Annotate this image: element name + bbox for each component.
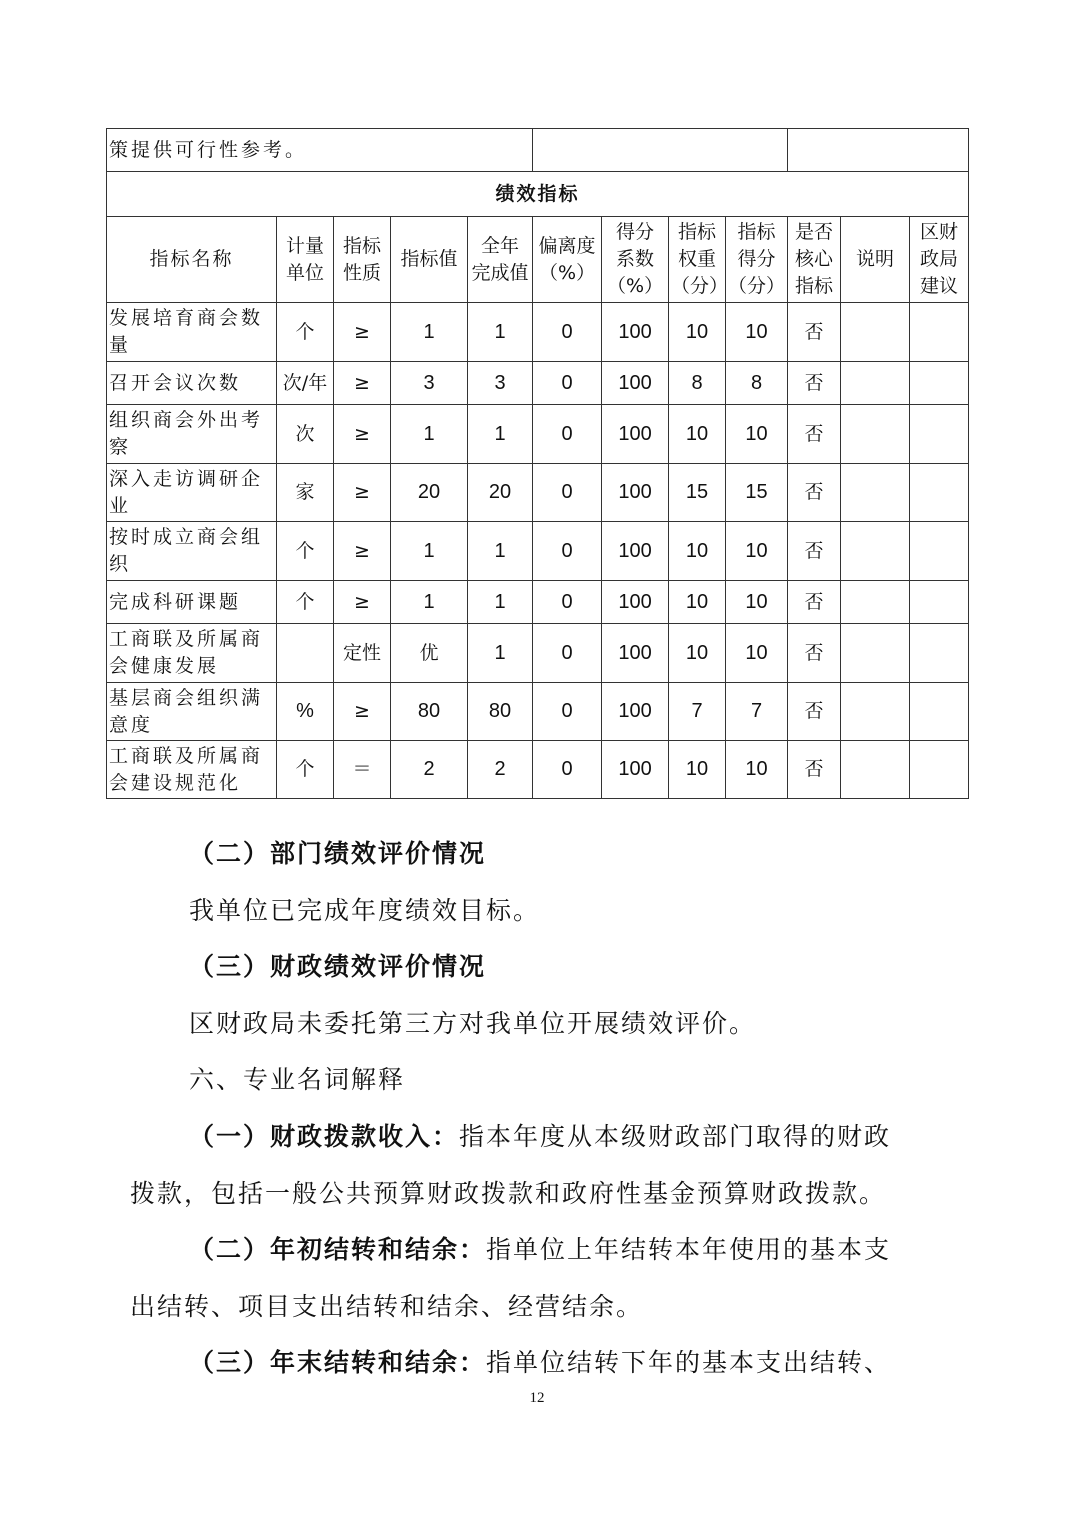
table-cell: 次/年 (277, 362, 334, 405)
table-cell: 20 (468, 464, 533, 522)
table-row (107, 624, 969, 683)
table-cell: 100 (602, 405, 669, 464)
fin-eval-text: 区财政局未委托第三方对我单位开展绩效评价。 (189, 1009, 757, 1038)
table-cell: 否 (788, 624, 841, 683)
table-cell: 个 (277, 581, 334, 624)
top-row-text: 策提供可行性参考。 (107, 129, 533, 172)
table-cell: 否 (788, 464, 841, 522)
indicator-name-cell: 工商联及所属商 会健康发展 (107, 624, 277, 683)
performance-indicator-table (106, 128, 969, 799)
term1-label: （一）财政拨款收入： (189, 1122, 460, 1151)
table-cell: 100 (602, 683, 669, 741)
top-row-empty-cell (788, 129, 969, 172)
table-cell: 100 (602, 741, 669, 799)
table-cell: 否 (788, 581, 841, 624)
table-cell: 1 (468, 405, 533, 464)
table-cell: 1 (468, 522, 533, 581)
table-cell: 个 (277, 303, 334, 362)
table-cell: 否 (788, 683, 841, 741)
table-cell: 1 (391, 405, 468, 464)
top-row-empty-cell (533, 129, 788, 172)
table-cell (841, 581, 910, 624)
table-cell (841, 362, 910, 405)
table-cell: 10 (669, 741, 726, 799)
table-cell: 个 (277, 522, 334, 581)
table-cell: 0 (533, 362, 602, 405)
table-cell: 2 (391, 741, 468, 799)
table-top-row (107, 129, 969, 172)
table-cell (910, 741, 969, 799)
column-header: 得分 系数 （%） (602, 217, 669, 303)
table-cell: 10 (726, 741, 788, 799)
indicator-name-cell: 完成科研课题 (107, 581, 277, 624)
table-cell (910, 683, 969, 741)
section-title: 绩效指标 (107, 172, 969, 217)
table-cell: 0 (533, 464, 602, 522)
table-cell (910, 362, 969, 405)
table-cell: 次 (277, 405, 334, 464)
table-cell: 100 (602, 362, 669, 405)
indicator-name-cell: 按时成立商会组 织 (107, 522, 277, 581)
term2-line2: 出结转、项目支出结转和结余、经营结余。 (130, 1292, 644, 1321)
table-cell: 10 (726, 303, 788, 362)
term1-line2: 拨款，包括一般公共预算财政拨款和政府性基金预算财政拨款。 (130, 1179, 887, 1208)
dept-eval-heading: （二）部门绩效评价情况 (189, 839, 487, 868)
table-cell: 否 (788, 405, 841, 464)
indicator-name-cell: 深入走访调研企 业 (107, 464, 277, 522)
table-cell (841, 303, 910, 362)
table-row (107, 464, 969, 522)
table-cell: 1 (391, 581, 468, 624)
table-row (107, 522, 969, 581)
table-cell: 个 (277, 741, 334, 799)
table-cell: 80 (468, 683, 533, 741)
term3-line1 (189, 1345, 891, 1381)
table-cell: 100 (602, 581, 669, 624)
table-cell: 0 (533, 624, 602, 683)
table-cell (277, 624, 334, 683)
term1-text: 指本年度从本级财政部门取得的财政 (459, 1122, 892, 1151)
table-cell: 10 (726, 581, 788, 624)
table-cell: ≥ (334, 405, 391, 464)
table-cell (841, 405, 910, 464)
table-cell: ≥ (334, 683, 391, 741)
table-cell: ＝ (334, 741, 391, 799)
column-header: 指标 性质 (334, 217, 391, 303)
indicator-name-cell: 召开会议次数 (107, 362, 277, 405)
table-cell (910, 303, 969, 362)
table-cell: 否 (788, 362, 841, 405)
table-row (107, 405, 969, 464)
table-cell: 否 (788, 522, 841, 581)
table-cell: 100 (602, 303, 669, 362)
table-cell: 0 (533, 522, 602, 581)
table-cell: 100 (602, 522, 669, 581)
glossary-heading: 六、专业名词解释 (189, 1065, 406, 1094)
table-cell: 0 (533, 581, 602, 624)
table-cell (841, 741, 910, 799)
table-cell: 否 (788, 303, 841, 362)
table-cell: 1 (468, 624, 533, 683)
table-cell: 1 (468, 581, 533, 624)
term3-text: 指单位结转下年的基本支出结转、 (486, 1348, 892, 1377)
table-cell: 否 (788, 741, 841, 799)
table-cell: 7 (726, 683, 788, 741)
table-row (107, 362, 969, 405)
column-header: 区财 政局 建议 (910, 217, 969, 303)
column-header: 计量 单位 (277, 217, 334, 303)
table-cell: ≥ (334, 581, 391, 624)
table-cell: ≥ (334, 522, 391, 581)
column-header: 是否 核心 指标 (788, 217, 841, 303)
table-cell: 0 (533, 303, 602, 362)
column-header: 指标 得分 （分） (726, 217, 788, 303)
table-cell: 10 (669, 303, 726, 362)
table-cell: 1 (391, 522, 468, 581)
table-cell: 8 (726, 362, 788, 405)
term3-label: （三）年末结转和结余： (189, 1348, 487, 1377)
indicator-name-cell: 组织商会外出考 察 (107, 405, 277, 464)
column-header: 偏离度 （%） (533, 217, 602, 303)
table-cell: 10 (669, 522, 726, 581)
table-cell (910, 624, 969, 683)
indicator-name-cell: 工商联及所属商 会建设规范化 (107, 741, 277, 799)
table-cell (841, 522, 910, 581)
table-cell: ≥ (334, 303, 391, 362)
table-cell: 100 (602, 624, 669, 683)
table-cell: 10 (726, 405, 788, 464)
table-cell: 定性 (334, 624, 391, 683)
table-cell: 15 (726, 464, 788, 522)
table-row (107, 683, 969, 741)
table-cell (910, 581, 969, 624)
table-section-title-row (107, 172, 969, 217)
table-cell: 0 (533, 405, 602, 464)
table-cell: 100 (602, 464, 669, 522)
table-row (107, 741, 969, 799)
term1-line1 (189, 1119, 891, 1155)
table-cell: 2 (468, 741, 533, 799)
table-cell: 10 (726, 624, 788, 683)
table-cell: 10 (669, 624, 726, 683)
table-cell: 3 (391, 362, 468, 405)
table-cell: 10 (726, 522, 788, 581)
table-cell: 8 (669, 362, 726, 405)
term2-line1 (189, 1232, 891, 1268)
table-cell: 优 (391, 624, 468, 683)
column-header: 指标值 (391, 217, 468, 303)
column-header: 说明 (841, 217, 910, 303)
table-row (107, 581, 969, 624)
table-cell (841, 624, 910, 683)
table-cell: 1 (391, 303, 468, 362)
table-cell (841, 464, 910, 522)
term2-text: 指单位上年结转本年使用的基本支 (486, 1235, 892, 1264)
table-cell: 80 (391, 683, 468, 741)
table-cell: 20 (391, 464, 468, 522)
table-row (107, 303, 969, 362)
indicator-name-cell: 基层商会组织满 意度 (107, 683, 277, 741)
term2-label: （二）年初结转和结余： (189, 1235, 487, 1264)
table-cell (910, 522, 969, 581)
table-cell (841, 683, 910, 741)
table-cell: 10 (669, 581, 726, 624)
table-header-row (107, 217, 969, 303)
table-cell (910, 464, 969, 522)
table-cell: % (277, 683, 334, 741)
page-number: 12 (529, 1390, 545, 1406)
column-header: 全年 完成值 (468, 217, 533, 303)
table-cell: 3 (468, 362, 533, 405)
table-cell: 7 (669, 683, 726, 741)
indicator-name-cell: 发展培育商会数 量 (107, 303, 277, 362)
table-cell: 15 (669, 464, 726, 522)
table-cell: 0 (533, 741, 602, 799)
table-cell: ≥ (334, 464, 391, 522)
column-header: 指标 权重 （分） (669, 217, 726, 303)
table-cell: 1 (468, 303, 533, 362)
table-cell (910, 405, 969, 464)
fin-eval-heading: （三）财政绩效评价情况 (189, 952, 487, 981)
dept-eval-text: 我单位已完成年度绩效目标。 (189, 896, 541, 925)
table-cell: 0 (533, 683, 602, 741)
table-cell: 10 (669, 405, 726, 464)
table-cell: 家 (277, 464, 334, 522)
table-cell: ≥ (334, 362, 391, 405)
column-header: 指标名称 (107, 217, 277, 303)
